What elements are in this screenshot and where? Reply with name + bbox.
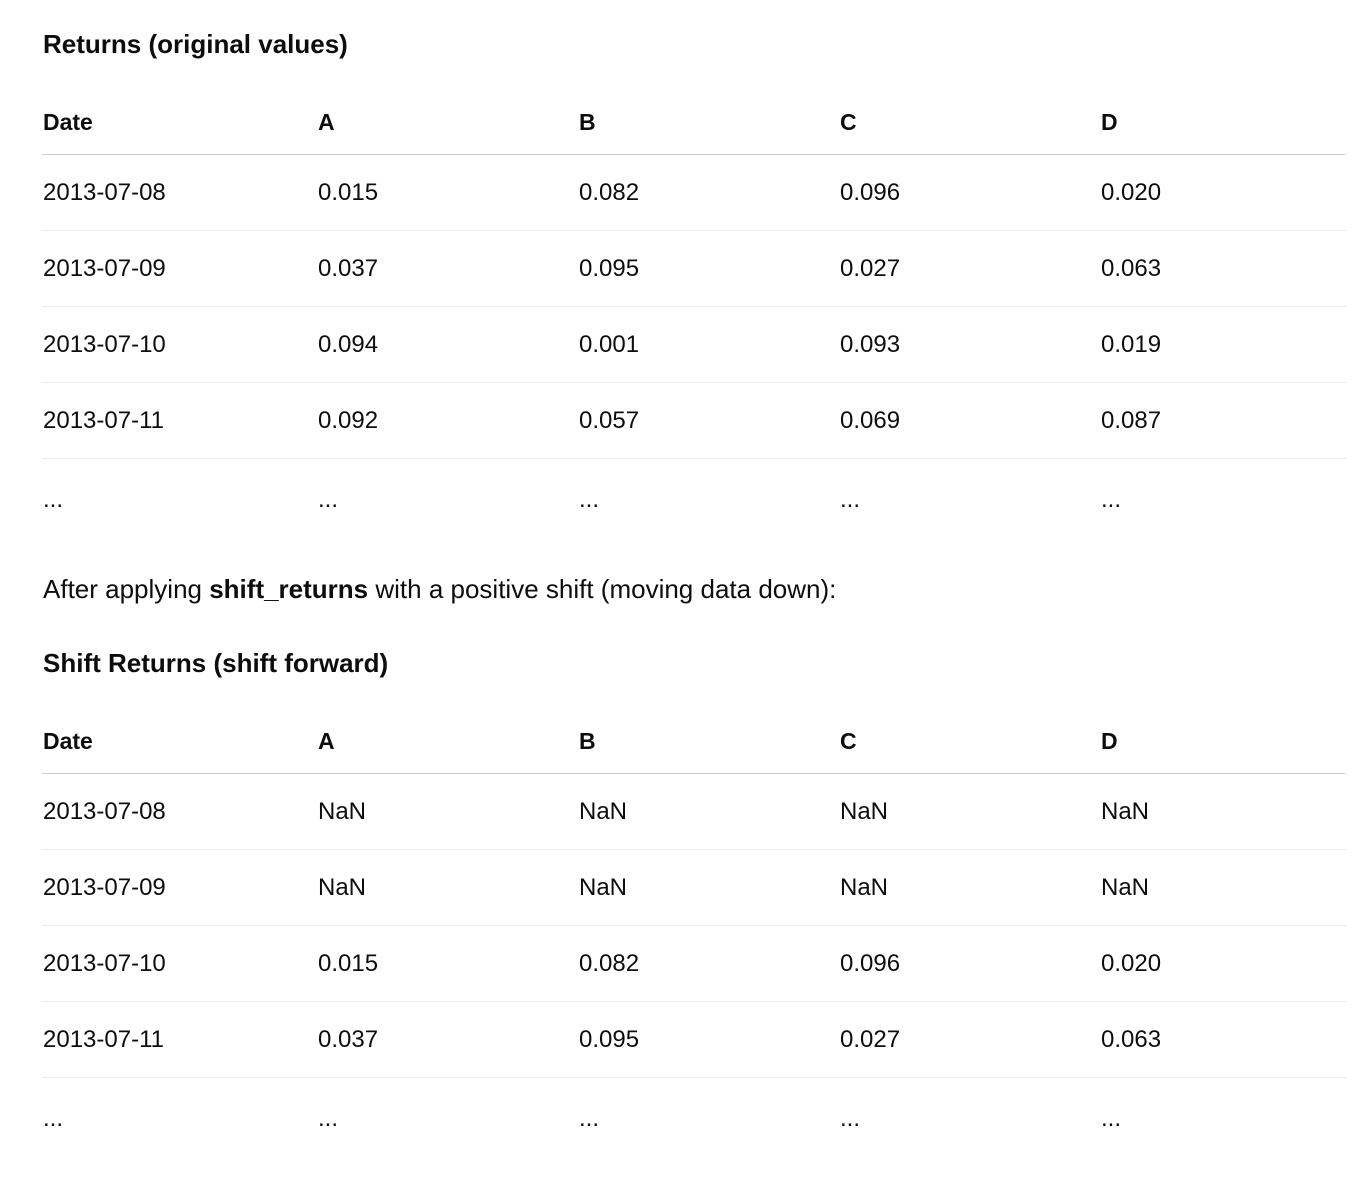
cell-c: 0.096 xyxy=(839,155,1100,231)
cell-date: 2013-07-09 xyxy=(42,231,317,307)
cell-b: 0.095 xyxy=(578,231,839,307)
column-header-d: D xyxy=(1100,94,1346,155)
shift-description-suffix: with a positive shift (moving data down): xyxy=(368,574,837,604)
table-row xyxy=(42,307,1346,383)
cell-date: 2013-07-10 xyxy=(42,926,317,1002)
column-header-a: A xyxy=(317,713,578,774)
column-header-date: Date xyxy=(42,94,317,155)
cell-c: ... xyxy=(840,486,861,513)
cell-date: ... xyxy=(43,1105,64,1132)
table-row xyxy=(42,926,1346,1002)
cell-a: NaN xyxy=(317,774,578,850)
cell-b: NaN xyxy=(578,850,839,926)
column-header-b: B xyxy=(578,713,839,774)
cell-b: NaN xyxy=(578,774,839,850)
shift-description-prefix: After applying xyxy=(43,574,210,604)
cell-a: 0.015 xyxy=(317,926,578,1002)
cell-date: 2013-07-11 xyxy=(42,1002,317,1078)
cell-a: NaN xyxy=(317,850,578,926)
column-header-a: A xyxy=(317,94,578,155)
cell-d: NaN xyxy=(1100,774,1346,850)
shift-returns-title: Shift Returns (shift forward) xyxy=(43,648,389,678)
cell-date: ... xyxy=(43,486,64,513)
cell-b: ... xyxy=(579,486,600,513)
cell-c: NaN xyxy=(839,850,1100,926)
cell-c: NaN xyxy=(839,774,1100,850)
cell-a: 0.037 xyxy=(317,231,578,307)
cell-a: ... xyxy=(318,486,339,513)
cell-d: ... xyxy=(1101,486,1122,513)
table-header-row xyxy=(42,94,1346,155)
cell-d: 0.020 xyxy=(1100,926,1346,1002)
cell-a: ... xyxy=(318,1105,339,1132)
cell-date: 2013-07-09 xyxy=(42,850,317,926)
cell-date: 2013-07-10 xyxy=(42,307,317,383)
cell-c: 0.093 xyxy=(839,307,1100,383)
cell-date: 2013-07-08 xyxy=(42,774,317,850)
table-row xyxy=(42,1002,1346,1078)
cell-b: 0.082 xyxy=(578,926,839,1002)
cell-date: 2013-07-11 xyxy=(42,383,317,459)
column-header-c: C xyxy=(839,713,1100,774)
cell-d: 0.063 xyxy=(1100,1002,1346,1078)
cell-date: 2013-07-08 xyxy=(42,155,317,231)
cell-d: 0.019 xyxy=(1100,307,1346,383)
table-row-ellipsis xyxy=(42,1078,1346,1161)
cell-a: 0.015 xyxy=(317,155,578,231)
cell-a: 0.094 xyxy=(317,307,578,383)
table-row xyxy=(42,383,1346,459)
table-row xyxy=(42,155,1346,231)
shift-returns-table xyxy=(42,713,1346,1160)
cell-d: 0.020 xyxy=(1100,155,1346,231)
column-header-c: C xyxy=(839,94,1100,155)
cell-d: 0.063 xyxy=(1100,231,1346,307)
cell-d: ... xyxy=(1101,1105,1122,1132)
cell-b: 0.095 xyxy=(578,1002,839,1078)
shift-description xyxy=(43,573,836,605)
cell-d: NaN xyxy=(1100,850,1346,926)
cell-c: ... xyxy=(840,1105,861,1132)
table-row xyxy=(42,774,1346,850)
column-header-b: B xyxy=(578,94,839,155)
cell-c: 0.027 xyxy=(839,1002,1100,1078)
table-row xyxy=(42,231,1346,307)
cell-c: 0.027 xyxy=(839,231,1100,307)
cell-a: 0.092 xyxy=(317,383,578,459)
function-name: shift_returns xyxy=(209,574,369,604)
table-header-row xyxy=(42,713,1346,774)
column-header-d: D xyxy=(1100,713,1346,774)
cell-a: 0.037 xyxy=(317,1002,578,1078)
cell-d: 0.087 xyxy=(1100,383,1346,459)
column-header-date: Date xyxy=(42,713,317,774)
cell-c: 0.069 xyxy=(839,383,1100,459)
returns-original-table xyxy=(42,94,1346,541)
table-row xyxy=(42,850,1346,926)
cell-b: 0.057 xyxy=(578,383,839,459)
table-row-ellipsis xyxy=(42,459,1346,542)
cell-b: ... xyxy=(579,1105,600,1132)
cell-c: 0.096 xyxy=(839,926,1100,1002)
returns-original-title: Returns (original values) xyxy=(43,29,348,59)
cell-b: 0.001 xyxy=(578,307,839,383)
cell-b: 0.082 xyxy=(578,155,839,231)
